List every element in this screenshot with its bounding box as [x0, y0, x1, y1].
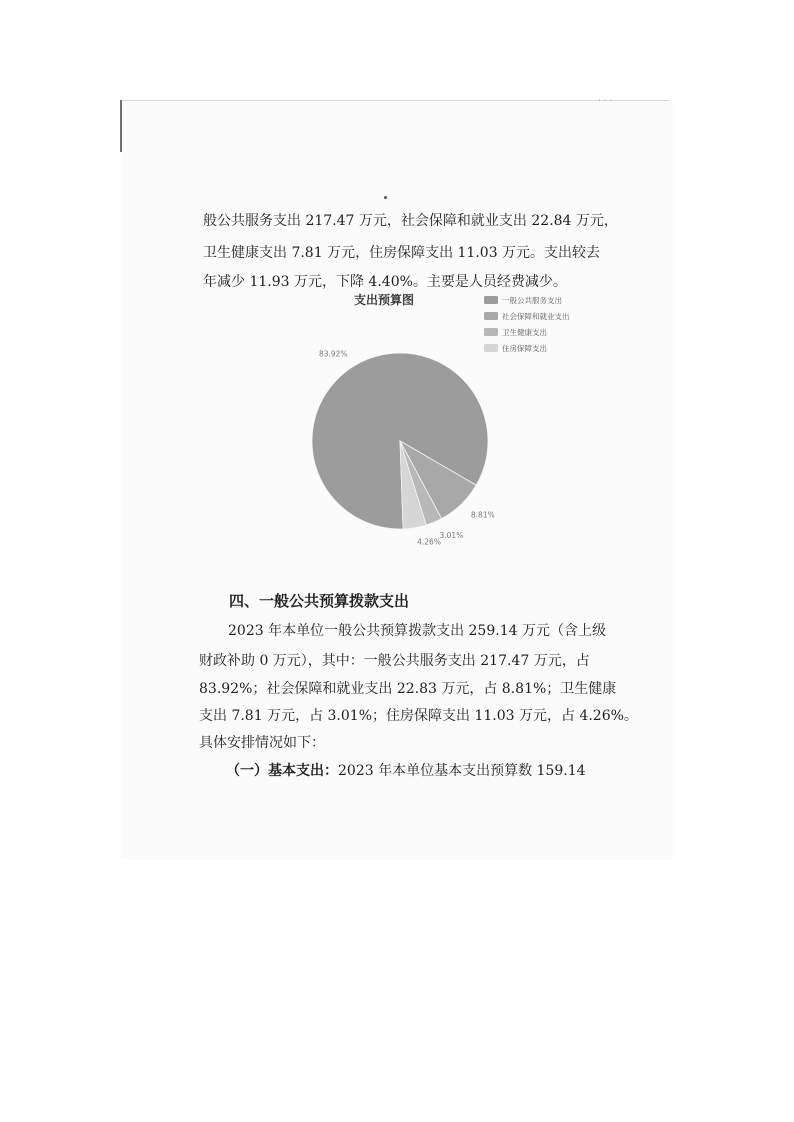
- subsection-text: 2023 年本单位基本支出预算数 159.14: [338, 763, 586, 779]
- expenditure-pie-chart: [290, 290, 590, 547]
- legend-swatch-1: [484, 296, 498, 304]
- section-heading: 四、一般公共预算拨款支出: [229, 592, 410, 610]
- subsection-line: [226, 761, 586, 781]
- pie-label-4: 4.26%: [417, 537, 441, 547]
- corner-scan-mark: ···: [598, 96, 616, 106]
- body-line-1: 2023 年本单位一般公共预算拨款支出 259.14 万元（含上级: [228, 623, 606, 639]
- legend-swatch-2: [484, 312, 498, 320]
- body-line-5: 具体安排情况如下：: [199, 735, 325, 751]
- legend-swatch-4: [484, 344, 498, 352]
- legend-label-3: 卫生健康支出: [502, 328, 547, 337]
- body-line-4: 支出 7.81 万元，占 3.01%；住房保障支出 11.03 万元，占 4.26%。: [199, 708, 638, 724]
- subsection-lead: （一）基本支出：: [226, 763, 338, 779]
- page-top-edge: [122, 100, 670, 101]
- body-line-3: 83.92%；社会保障和就业支出 22.83 万元，占 8.81%；卫生健康: [199, 681, 617, 697]
- page-edge-mark: [120, 100, 122, 152]
- scan-dot: [384, 196, 387, 199]
- legend-swatch-3: [484, 328, 498, 336]
- legend-label-1: 一般公共服务支出: [502, 296, 562, 305]
- pie-label-2: 8.81%: [470, 510, 495, 520]
- legend-label-2: 社会保障和就业支出: [502, 312, 570, 321]
- chart-title: 支出预算图: [354, 293, 415, 307]
- paragraph-line-2: 卫生健康支出 7.81 万元，住房保障支出 11.03 万元。支出较去: [203, 245, 601, 261]
- pie-label-1: 83.92%: [318, 349, 348, 359]
- body-line-2: 财政补助 0 万元），其中：一般公共服务支出 217.47 万元，占: [199, 653, 590, 669]
- pie-slices: [312, 353, 488, 529]
- pie-label-3: 3.01%: [439, 531, 464, 541]
- chart-legend: [484, 295, 570, 353]
- paragraph-line-1: 般公共服务支出 217.47 万元，社会保障和就业支出 22.84 万元，: [203, 213, 618, 229]
- legend-label-4: 住房保障支出: [502, 344, 547, 353]
- paragraph-line-3: 年减少 11.93 万元，下降 4.40%。主要是人员经费减少。: [203, 274, 567, 290]
